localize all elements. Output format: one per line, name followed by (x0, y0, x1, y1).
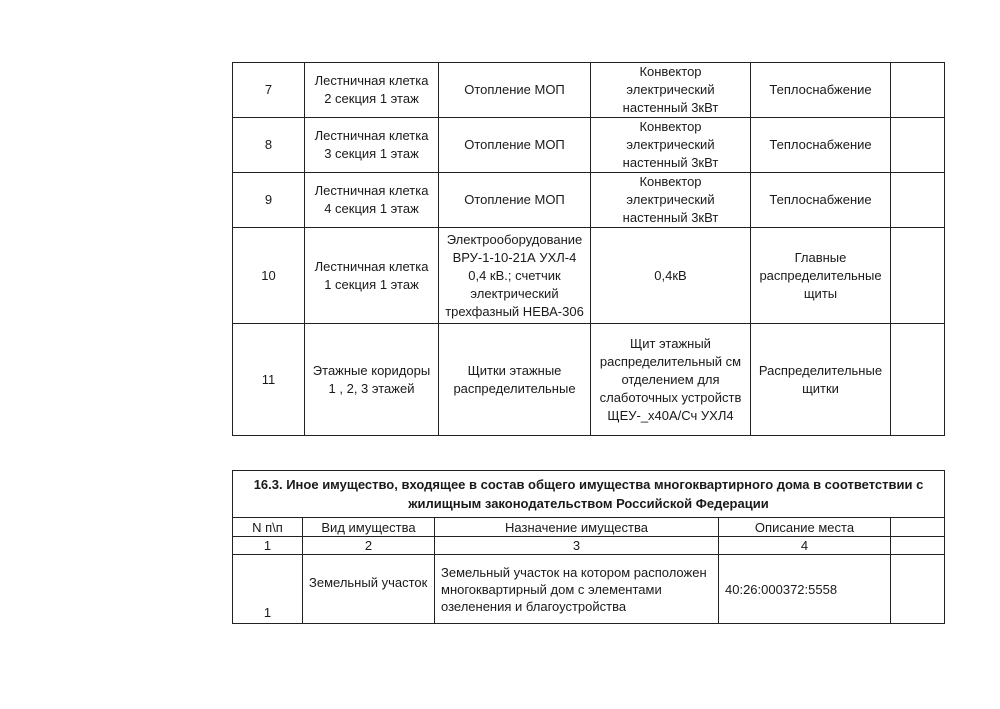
row-number: 11 (233, 324, 305, 436)
column-number: 4 (719, 537, 891, 555)
table-row (233, 324, 945, 436)
table-row (233, 63, 945, 118)
column-number: 1 (233, 537, 303, 555)
equipment-table (232, 62, 945, 436)
row-extra (891, 118, 945, 173)
row-extra (891, 228, 945, 324)
table-row (233, 555, 945, 624)
column-number: 3 (435, 537, 719, 555)
row-description: Конвектор электрический настенный 3кВт (591, 63, 751, 118)
column-header: N п\п (233, 518, 303, 537)
row-purpose: Отопление МОП (439, 63, 591, 118)
section-heading-row (233, 471, 945, 518)
row-type: Земельный участок (303, 555, 435, 624)
row-description: Конвектор электрический настенный 3кВт (591, 173, 751, 228)
row-purpose: Электрооборудование ВРУ-1-10-21А УХЛ-4 0,4 кВ.; счетчик электрический трехфазный НЕВА-306 (439, 228, 591, 324)
row-location: Лестничная клетка 1 секция 1 этаж (305, 228, 439, 324)
column-header: Назначение имущества (435, 518, 719, 537)
column-number (891, 537, 945, 555)
other-property-table (232, 470, 945, 624)
column-header: Описание места (719, 518, 891, 537)
section-title: 16.3. Иное имущество, входящее в состав общего имущества многоквартирного дома в соответствии с жилищным законодательством Российской Федерации (233, 471, 945, 518)
row-system: Теплоснабжение (751, 173, 891, 228)
row-description: Щит этажный распределительный см отделением для слаботочных устройств ЩЕУ-_х40А/Сч УХЛ4 (591, 324, 751, 436)
row-extra (891, 555, 945, 624)
row-system: Теплоснабжение (751, 118, 891, 173)
row-number: 9 (233, 173, 305, 228)
row-number: 8 (233, 118, 305, 173)
row-description: Конвектор электрический настенный 3кВт (591, 118, 751, 173)
column-number-row (233, 537, 945, 555)
row-location: Лестничная клетка 2 секция 1 этаж (305, 63, 439, 118)
row-purpose: Отопление МОП (439, 118, 591, 173)
table-row (233, 118, 945, 173)
row-system: Главные распределительные щиты (751, 228, 891, 324)
row-purpose: Отопление МОП (439, 173, 591, 228)
table-row (233, 173, 945, 228)
column-number: 2 (303, 537, 435, 555)
column-header: Вид имущества (303, 518, 435, 537)
table-row (233, 228, 945, 324)
row-location: Лестничная клетка 4 секция 1 этаж (305, 173, 439, 228)
row-location: Лестничная клетка 3 секция 1 этаж (305, 118, 439, 173)
row-number: 1 (233, 555, 303, 624)
column-header-row (233, 518, 945, 537)
row-description: 0,4кВ (591, 228, 751, 324)
row-extra (891, 63, 945, 118)
row-location: 40:26:000372:5558 (719, 555, 891, 624)
row-number: 10 (233, 228, 305, 324)
row-extra (891, 173, 945, 228)
row-location: Этажные коридоры 1 , 2, 3 этажей (305, 324, 439, 436)
row-number: 7 (233, 63, 305, 118)
row-purpose: Щитки этажные распределительные (439, 324, 591, 436)
row-system: Теплоснабжение (751, 63, 891, 118)
column-header (891, 518, 945, 537)
row-extra (891, 324, 945, 436)
row-purpose: Земельный участок на котором расположен многоквартирный дом с элементами озеленения и благоустройства (435, 555, 719, 624)
row-system: Распределительные щитки (751, 324, 891, 436)
